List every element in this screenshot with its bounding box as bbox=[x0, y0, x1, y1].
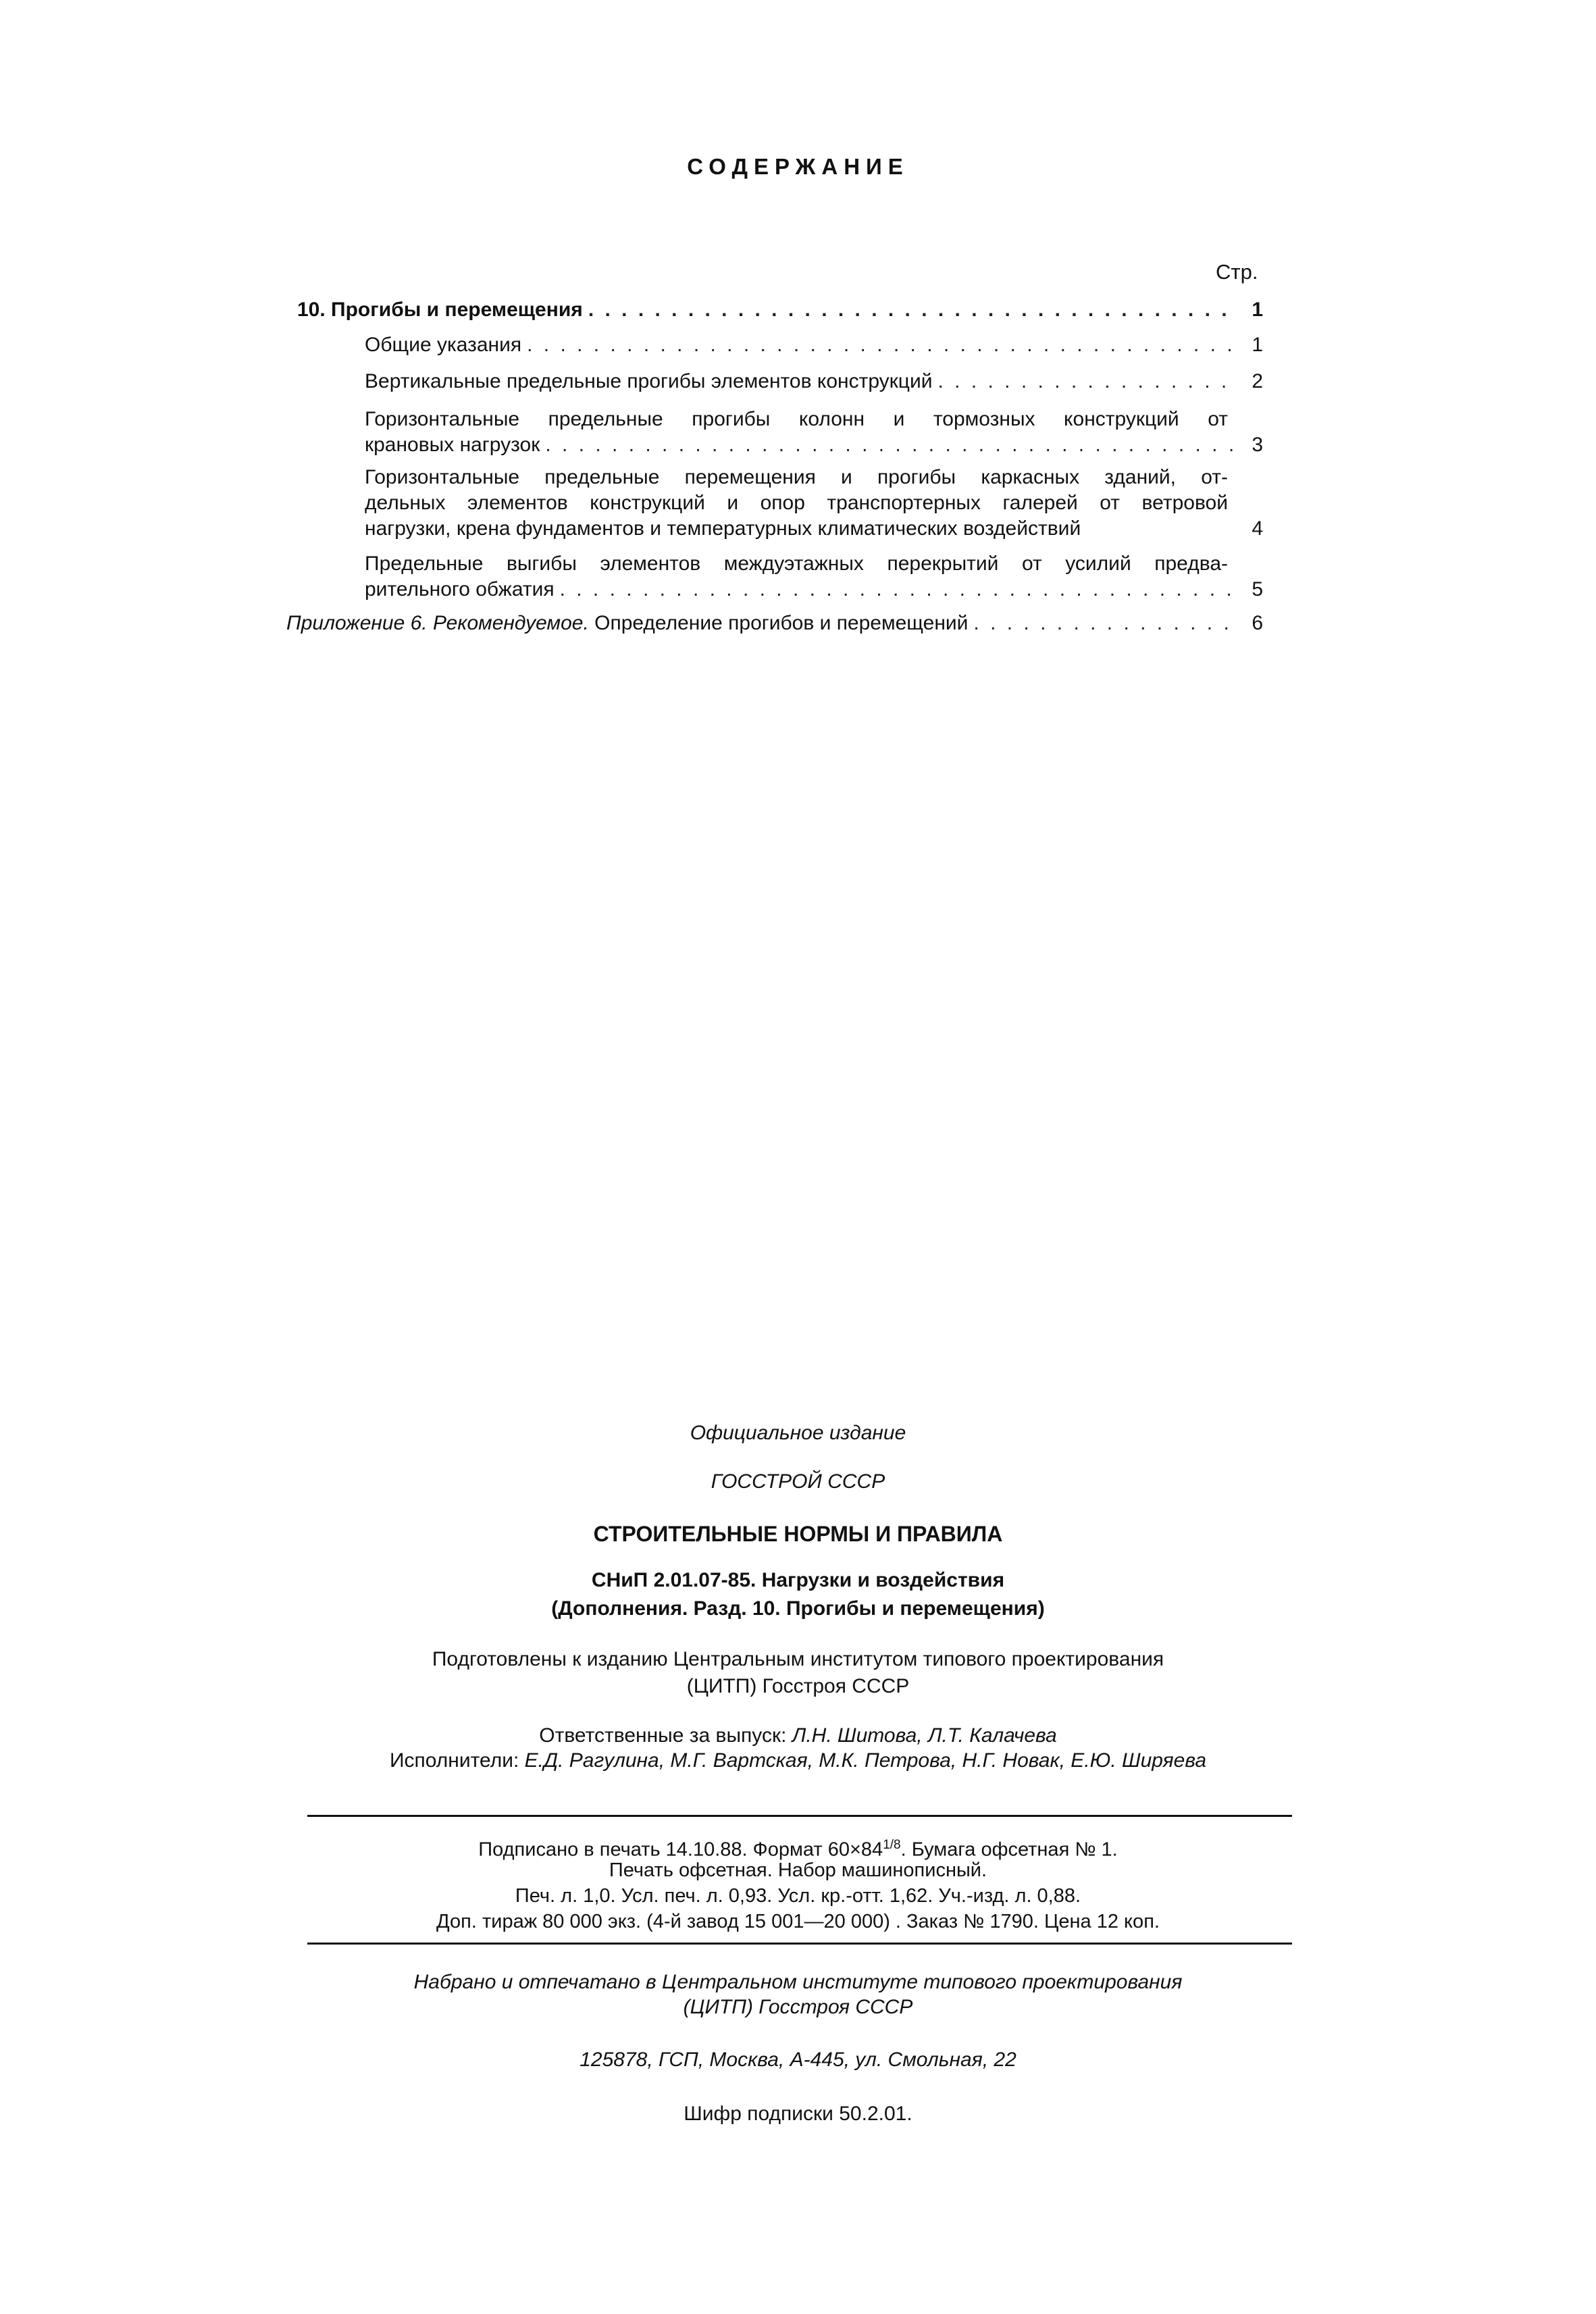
publisher-address: 125878, ГСП, Москва, А-445, ул. Смольная, 22 bbox=[580, 2049, 1016, 2071]
toc-entry-page: 4 bbox=[1252, 517, 1263, 540]
toc-entry-page: 1 bbox=[1252, 299, 1263, 321]
toc-entry-page: 5 bbox=[1252, 578, 1263, 600]
printed-by-line-2: (ЦИТП) Госстроя СССР bbox=[683, 1996, 913, 2018]
toc-entry-text: крановых нагрузок bbox=[365, 434, 540, 456]
toc-entry-text: Общие указания bbox=[365, 334, 522, 356]
toc-entry-text: нагрузки, крена фундаментов и температурных климатических воздействий bbox=[365, 517, 1081, 540]
print-line-2: Печать офсетная. Набор машинописный. bbox=[609, 1859, 987, 1881]
responsible-label: Ответственные за выпуск: bbox=[539, 1724, 787, 1747]
doc-title-line-1: СНиП 2.01.07-85. Нагрузки и воздействия bbox=[591, 1569, 1005, 1591]
toc-entry-page: 1 bbox=[1252, 334, 1263, 356]
responsible-names: Л.Н. Шитова, Л.Т. Калачева bbox=[792, 1724, 1057, 1747]
series-title: СТРОИТЕЛЬНЫЕ НОРМЫ И ПРАВИЛА bbox=[593, 1522, 1003, 1546]
print-line-3: Печ. л. 1,0. Усл. печ. л. 0,93. Усл. кр.-отт. 1,62. Уч.-изд. л. 0,88. bbox=[515, 1885, 1081, 1907]
divider-top bbox=[307, 1815, 1292, 1817]
toc-entry-section-10[interactable] bbox=[297, 297, 1263, 323]
executors-label: Исполнители: bbox=[389, 1749, 519, 1772]
toc-entry-general[interactable] bbox=[365, 332, 1263, 358]
toc-entry-text-line: Предельные выгибы элементов междуэтажных перекрытий от усилий предва- bbox=[365, 552, 1228, 575]
printed-by-line-1: Набрано и отпечатано в Центральном институте типового проектирования bbox=[413, 1971, 1183, 1993]
prepared-line-2: (ЦИТП) Госстроя СССР bbox=[686, 1675, 910, 1697]
toc-entry-text: Вертикальные предельные прогибы элементов конструкций bbox=[365, 370, 933, 392]
leader-dots bbox=[938, 369, 1238, 394]
toc-entry-page: 3 bbox=[1252, 434, 1263, 456]
executors-line bbox=[0, 1749, 1596, 1772]
doc-title-line-2: (Дополнения. Разд. 10. Прогибы и перемещения) bbox=[551, 1597, 1045, 1620]
toc-entry-text-line: дельных элементов конструкций и опор транспортерных галерей от ветровой bbox=[365, 492, 1228, 514]
responsible-line bbox=[0, 1724, 1596, 1747]
toc-title: СОДЕРЖАНИЕ bbox=[687, 154, 909, 179]
toc-entry-floor-cambers[interactable] bbox=[365, 551, 1263, 602]
format-fraction: 1/8 bbox=[883, 1838, 901, 1852]
toc-entry-vertical-deflections[interactable] bbox=[365, 369, 1263, 394]
print-line-4: Доп. тираж 80 000 экз. (4-й завод 15 001—20 000) . Заказ № 1790. Цена 12 коп. bbox=[436, 1911, 1160, 1932]
toc-entry-text-line: Горизонтальные предельные перемещения и прогибы каркасных зданий, от- bbox=[365, 466, 1228, 488]
leader-dots bbox=[973, 611, 1237, 636]
agency-name: ГОССТРОЙ СССР bbox=[711, 1470, 885, 1493]
paper-type: . Бумага офсетная № 1. bbox=[900, 1839, 1118, 1861]
toc-entry-text: 10. Прогибы и перемещения bbox=[297, 299, 583, 321]
prepared-line-1: Подготовлены к изданию Центральным институтом типового проектирования bbox=[432, 1648, 1164, 1670]
table-of-contents bbox=[286, 290, 1263, 642]
toc-entry-page: 2 bbox=[1252, 370, 1263, 392]
toc-entry-text: Определение прогибов и перемещений bbox=[594, 612, 969, 634]
toc-entry-horizontal-crane[interactable] bbox=[365, 407, 1263, 458]
executors-names: Е.Д. Рагулина, М.Г. Вартская, М.К. Петрова, Н.Г. Новак, Е.Ю. Ширяева bbox=[524, 1749, 1207, 1772]
official-edition: Официальное издание bbox=[690, 1422, 906, 1444]
print-format: Подписано в печать 14.10.88. Формат 60×84 bbox=[478, 1839, 883, 1861]
toc-entry-horizontal-frames[interactable] bbox=[365, 465, 1263, 542]
page-column-label: Стр. bbox=[1216, 260, 1258, 284]
divider-bottom bbox=[307, 1943, 1292, 1945]
subscription-cipher: Шифр подписки 50.2.01. bbox=[684, 2103, 912, 2125]
leader-dots bbox=[588, 297, 1237, 323]
toc-entry-appendix-6[interactable] bbox=[286, 611, 1263, 636]
leader-dots bbox=[545, 432, 1237, 458]
toc-entry-page: 6 bbox=[1252, 612, 1263, 634]
toc-entry-text: рительного обжатия bbox=[365, 578, 555, 600]
leader-dots bbox=[560, 577, 1237, 602]
appendix-label: Приложение 6. Рекомендуемое. bbox=[286, 612, 589, 634]
leader-dots bbox=[527, 332, 1237, 358]
toc-entry-text-line: Горизонтальные предельные прогибы колонн и тормозных конструкций от bbox=[365, 408, 1228, 430]
